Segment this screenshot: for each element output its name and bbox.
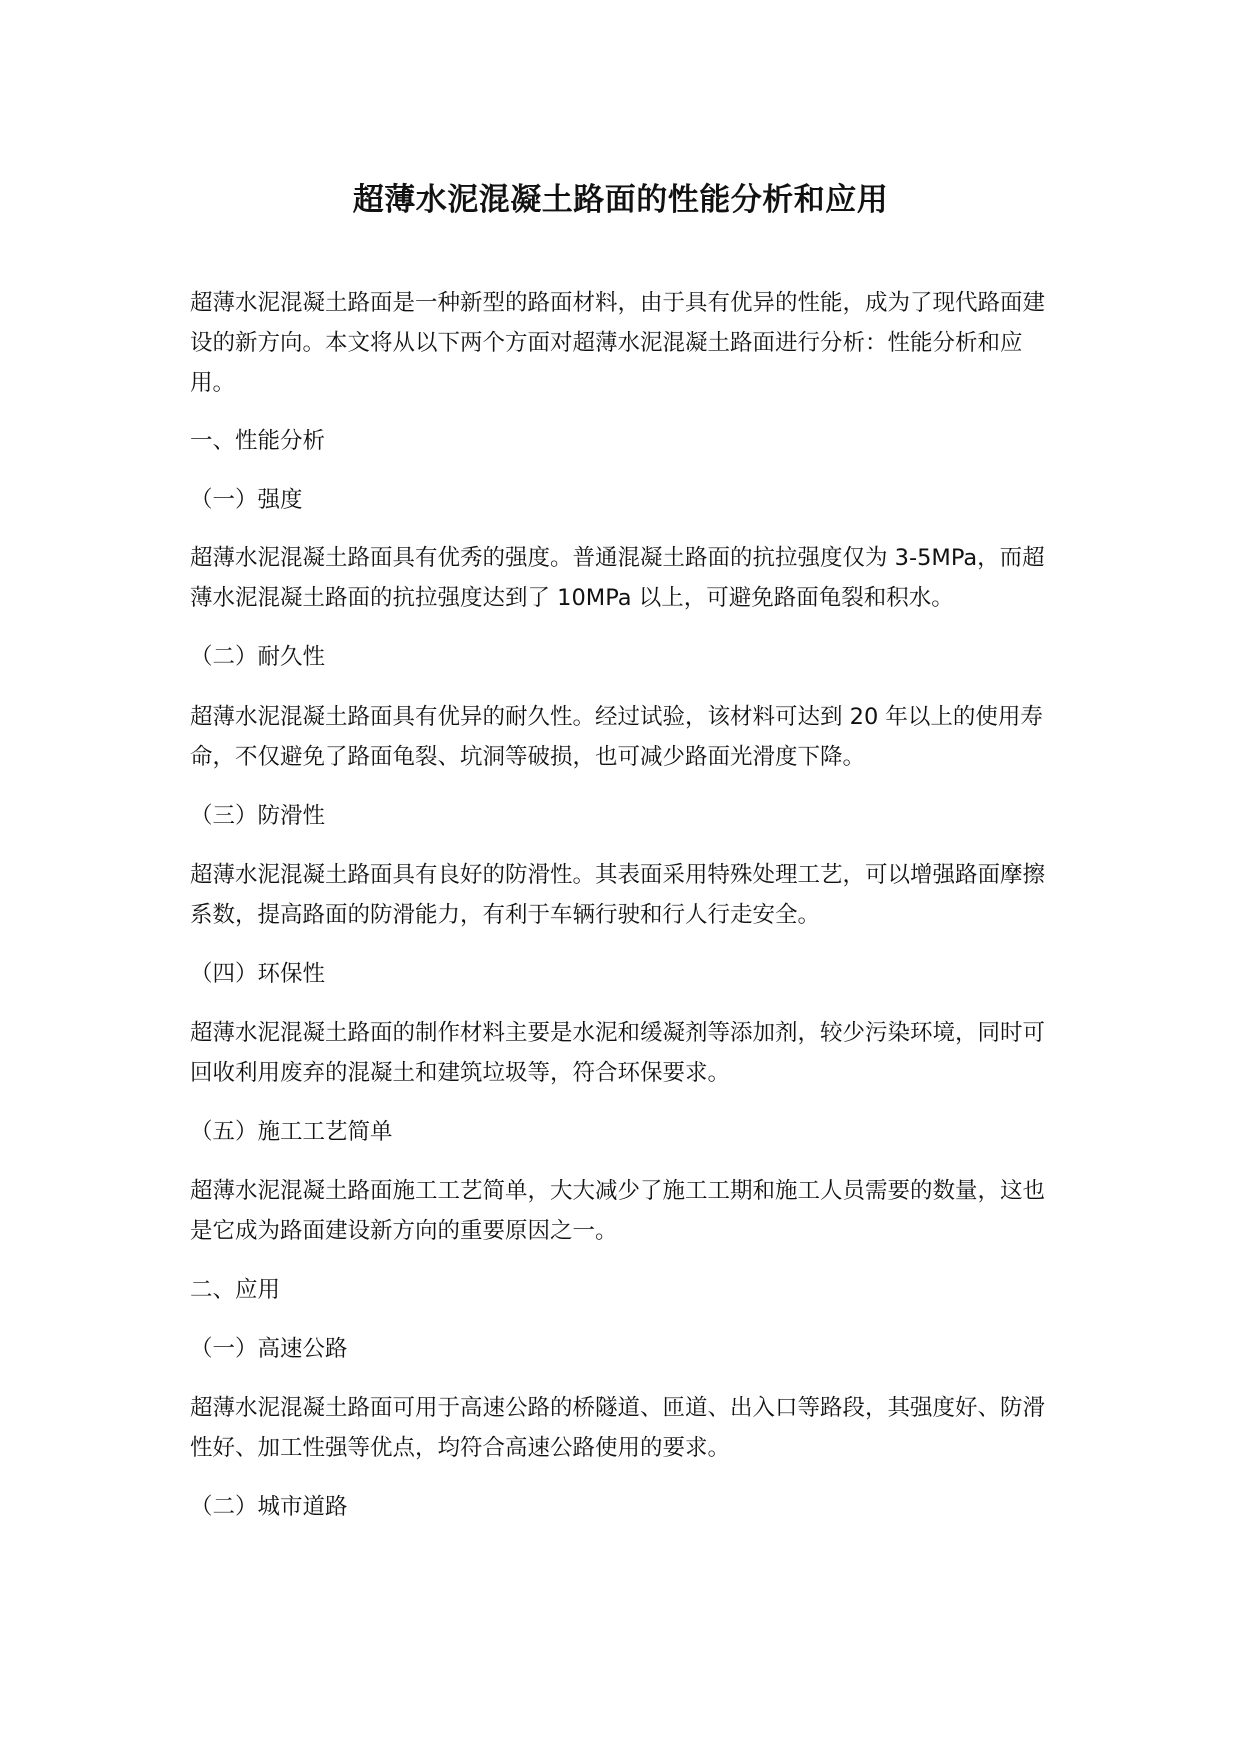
- subheading-construction: （五）施工工艺简单: [190, 1119, 393, 1145]
- intro-paragraph: 超薄水泥混凝土路面是一种新型的路面材料，由于具有优异的性能，成为了现代路面建设的新方向。本文将从以下两个方面对超薄水泥混凝土路面进行分析：性能分析和应用。: [190, 290, 1046, 396]
- paragraph-skid-resistance: 超薄水泥混凝土路面具有良好的防滑性。其表面采用特殊处理工艺，可以增强路面摩擦系数，提高路面的防滑能力，有利于车辆行驶和行人行走安全。: [190, 862, 1046, 928]
- document-title: 超薄水泥混凝土路面的性能分析和应用: [352, 182, 889, 218]
- paragraph-highway: 超薄水泥混凝土路面可用于高速公路的桥隧道、匝道、出入口等路段，其强度好、防滑性好、加工性强等优点，均符合高速公路使用的要求。: [190, 1395, 1046, 1461]
- subheading-environmental: （四）环保性: [190, 961, 326, 987]
- subheading-highway: （一）高速公路: [190, 1336, 348, 1362]
- subheading-skid-resistance: （三）防滑性: [190, 803, 326, 829]
- subheading-durability: （二）耐久性: [190, 644, 326, 670]
- paragraph-construction: 超薄水泥混凝土路面施工工艺简单，大大减少了施工工期和施工人员需要的数量，这也是它成为路面建设新方向的重要原因之一。: [190, 1178, 1046, 1244]
- paragraph-environmental: 超薄水泥混凝土路面的制作材料主要是水泥和缓凝剂等添加剂，较少污染环境，同时可回收利用废弃的混凝土和建筑垃圾等，符合环保要求。: [190, 1020, 1046, 1086]
- section-heading-application: 二、应用: [190, 1277, 281, 1303]
- section-heading-performance: 一、性能分析: [190, 428, 326, 454]
- subheading-urban-road: （二）城市道路: [190, 1494, 348, 1520]
- paragraph-durability: 超薄水泥混凝土路面具有优异的耐久性。经过试验，该材料可达到 20 年以上的使用寿命，不仅避免了路面龟裂、坑洞等破损，也可减少路面光滑度下降。: [190, 704, 1043, 770]
- subheading-strength: （一）强度: [190, 487, 303, 513]
- paragraph-strength: 超薄水泥混凝土路面具有优秀的强度。普通混凝土路面的抗拉强度仅为 3-5MPa，而超薄水泥混凝土路面的抗拉强度达到了 10MPa 以上，可避免路面龟裂和积水。: [190, 545, 1045, 611]
